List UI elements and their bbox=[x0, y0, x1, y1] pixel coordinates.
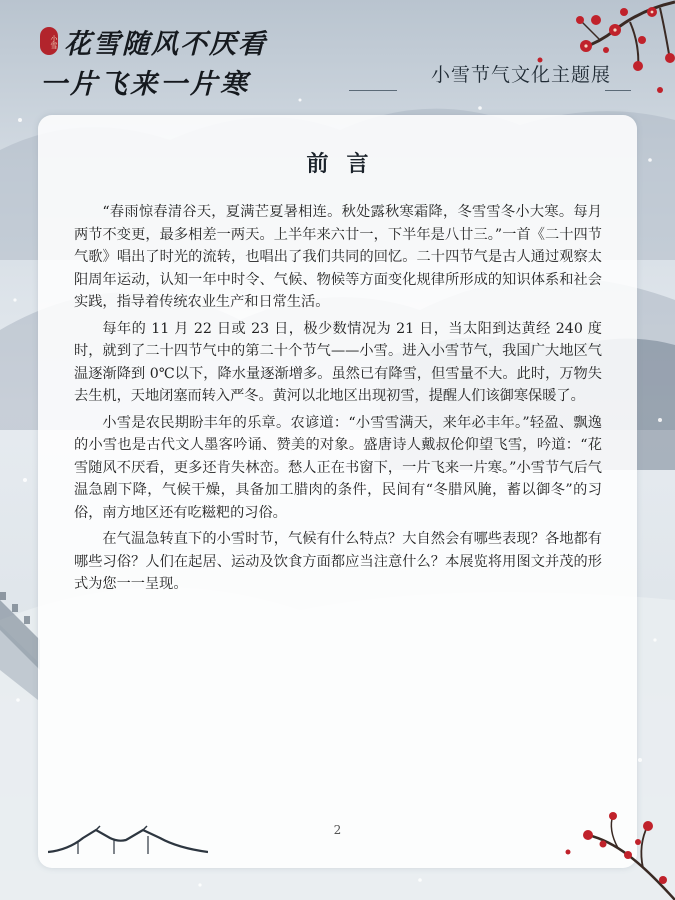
red-seal-icon bbox=[40, 27, 58, 55]
page-title: 前言 bbox=[306, 151, 387, 177]
plum-blossom-branch-icon bbox=[520, 0, 675, 130]
plum-blossom-branch-icon bbox=[548, 800, 675, 900]
preface-body bbox=[74, 201, 602, 600]
paragraph: “春雨惊春清谷天，夏满芒夏暑相连。秋处露秋寒霜降，冬雪雪冬小大寒。每月两节不变更，最多相差一两天。上半年来六廿一，下半年是八廿三。”一首《二十四节气歌》唱出了时光的流转，也唱出了我们共同的回忆。二十四节气是古人通过观察太阳周年运动，认知一年中时令、气候、物候等方面变化规律所形成的知识体系和社会实践，指导着传统农业生产和日常生活。 bbox=[74, 204, 602, 310]
calligraphy-line-2: 一片飞来一片寒 bbox=[40, 69, 250, 100]
content-card bbox=[38, 115, 637, 868]
paragraph: 每年的 11 月 22 日或 23 日，极少数情况为 21 日，当太阳到达黄经 240 度时，就到了二十四节气中的第二十个节气——小雪。进入小雪节气，我国广大地区气温逐渐降到 0℃以下，降水量逐渐增多。虽然已有降雪，但雪量不大。此时，万物失去生机，天地闭塞而转入严冬。黄河以北地区出现初雪，提醒人们该御寒保暖了。 bbox=[74, 320, 602, 404]
exhibition-title: 小雪节气文化主题展 bbox=[430, 64, 611, 86]
chinese-roof-icon bbox=[48, 822, 208, 856]
paragraph: 在气温急转直下的小雪时节，气候有什么特点？大自然会有哪些表现？各地都有哪些习俗？人们在起居、运动及饮食方面都应当注意什么？本展览将用图文并茂的形式为您一一呈现。 bbox=[74, 531, 602, 592]
calligraphy-line-1: 花雪随风不厌看 bbox=[64, 29, 267, 60]
page-number: 2 bbox=[333, 823, 342, 837]
seal-text: 小雪 bbox=[50, 35, 58, 49]
title-rule-left bbox=[349, 90, 397, 91]
paragraph: 小雪是农民期盼丰年的乐章。农谚道：“小雪雪满天，来年必丰年。”轻盈、飘逸的小雪也是古代文人墨客吟诵、赞美的对象。盛唐诗人戴叔伦仰望飞雪，吟道：“花雪随风不厌看，更多还肯失林峦。愁人正在书窗下，一片飞来一片寒。”小雪节气后气温急剧下降，气候干燥，具备加工腊肉的条件，民间有“冬腊风腌，蓄以御冬”的习俗，南方地区还有吃糍粑的习俗。 bbox=[74, 414, 602, 521]
